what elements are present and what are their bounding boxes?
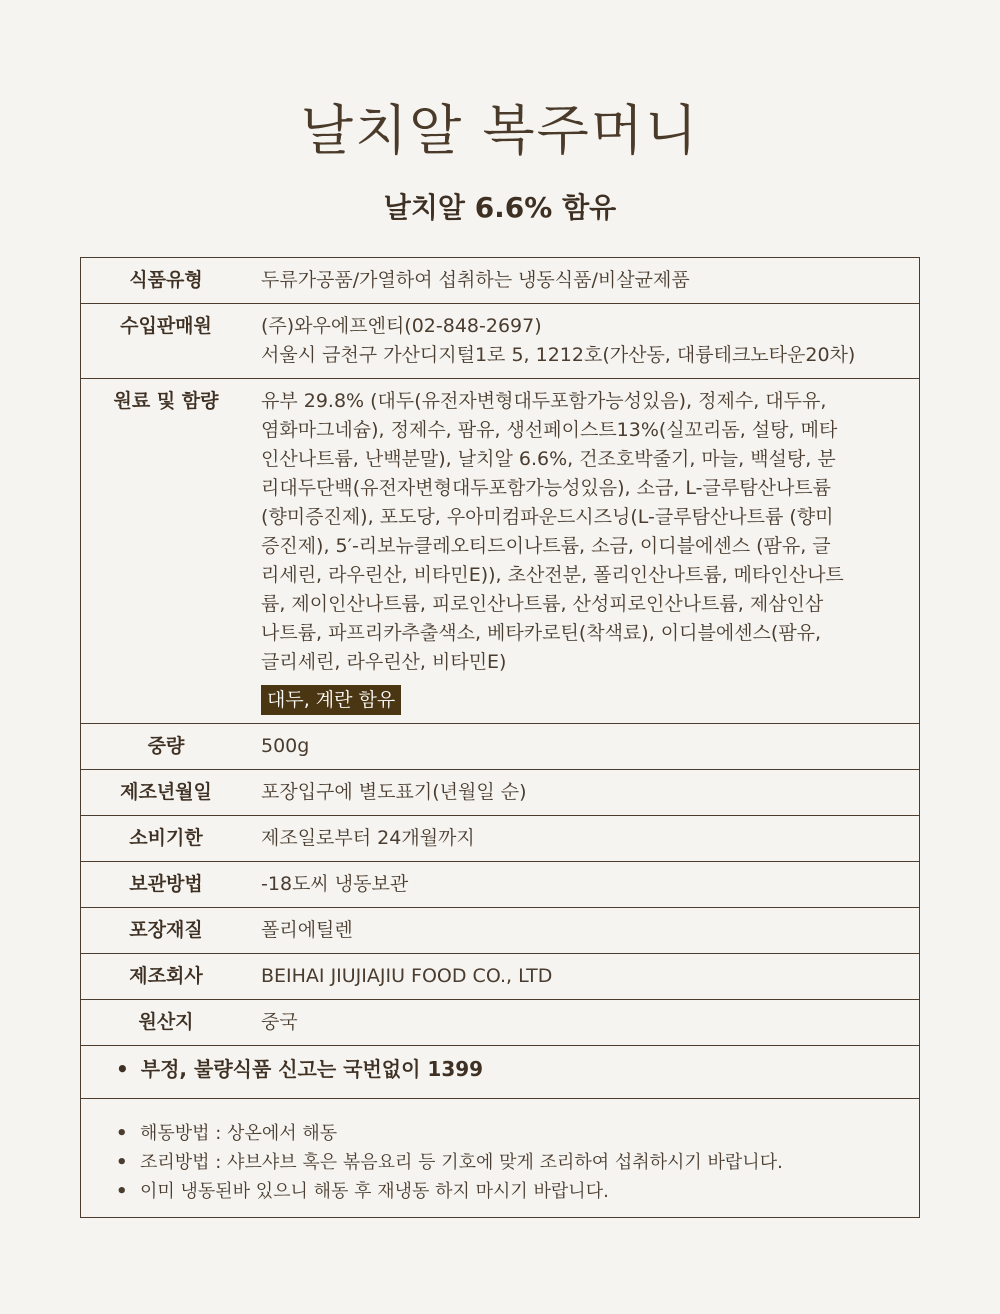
row-label: 원산지 bbox=[81, 1000, 252, 1046]
row-label: 제조년월일 bbox=[81, 770, 252, 816]
value-line: 두류가공품/가열하여 섭취하는 냉동식품/비살균제품 bbox=[261, 269, 690, 291]
value-line: 리대두단백(유전자변형대두포함가능성있음), 소금, L-글루탐산나트륨 bbox=[261, 477, 832, 499]
list-item bbox=[116, 1119, 919, 1148]
value-line: (주)와우에프엔티(02-848-2697) bbox=[261, 315, 542, 337]
table-row bbox=[81, 379, 920, 724]
row-value bbox=[251, 954, 920, 1000]
value-line: 글리세린, 라우린산, 비타민E) bbox=[261, 651, 507, 673]
value-line: BEIHAI JIUJIAJIU FOOD CO., LTD bbox=[261, 965, 553, 987]
table-row bbox=[81, 908, 920, 954]
bullet-icon: • bbox=[116, 1181, 128, 1202]
row-label: 포장재질 bbox=[81, 908, 252, 954]
table-row bbox=[81, 304, 920, 379]
value-line: 서울시 금천구 가산디지털1로 5, 1212호(가산동, 대륭테크노타운20차) bbox=[261, 344, 856, 366]
row-label: 원료 및 함량 bbox=[81, 379, 252, 724]
table-row bbox=[81, 862, 920, 908]
value-line: 500g bbox=[261, 735, 310, 757]
row-value bbox=[251, 258, 920, 304]
product-info-table bbox=[80, 257, 920, 1046]
value-line: 나트륨, 파프리카추출색소, 베타카로틴(착색료), 이디블에센스(팜유, bbox=[261, 622, 822, 644]
value-line: 륨, 제이인산나트륨, 피로인산나트륨, 산성피로인산나트륨, 제삼인삼 bbox=[261, 593, 824, 615]
row-label: 수입판매원 bbox=[81, 304, 252, 379]
table-row bbox=[81, 816, 920, 862]
value-line: 폴리에틸렌 bbox=[261, 919, 353, 941]
value-line: 증진제), 5′-리보뉴클레오티드이나트륨, 소금, 이디블에센스 (팜유, 글 bbox=[261, 535, 831, 557]
row-label: 제조회사 bbox=[81, 954, 252, 1000]
table-row bbox=[81, 258, 920, 304]
row-value bbox=[251, 379, 920, 724]
row-value bbox=[251, 770, 920, 816]
row-value bbox=[251, 908, 920, 954]
allergy-badge: 대두, 계란 함유 bbox=[261, 685, 401, 715]
row-value bbox=[251, 862, 920, 908]
value-line: -18도씨 냉동보관 bbox=[261, 873, 409, 895]
row-label: 소비기한 bbox=[81, 816, 252, 862]
row-label: 중량 bbox=[81, 724, 252, 770]
row-value bbox=[251, 304, 920, 379]
value-line: 염화마그네슘), 정제수, 팜유, 생선페이스트13%(실꼬리돔, 설탕, 메타 bbox=[261, 419, 838, 441]
table-row bbox=[81, 954, 920, 1000]
value-line: 유부 29.8% (대두(유전자변형대두포함가능성있음), 정제수, 대두유, bbox=[261, 390, 827, 412]
notes-list bbox=[81, 1099, 919, 1206]
product-title: 날치알 복주머니 bbox=[300, 99, 700, 162]
table-row bbox=[81, 724, 920, 770]
value-line: 제조일로부터 24개월까지 bbox=[261, 827, 475, 849]
row-label: 식품유형 bbox=[81, 258, 252, 304]
value-line: 중국 bbox=[261, 1011, 298, 1033]
list-item bbox=[116, 1148, 919, 1177]
bullet-icon: • bbox=[116, 1152, 128, 1173]
row-value bbox=[251, 724, 920, 770]
value-line: 리세린, 라우린산, 비타민E)), 초산전분, 폴리인산나트륨, 메타인산나트 bbox=[261, 564, 844, 586]
note-text: 이미 냉동된바 있으니 해동 후 재냉동 하지 마시기 바랍니다. bbox=[140, 1181, 609, 1202]
notes-box bbox=[80, 1098, 920, 1218]
report-line bbox=[116, 1053, 483, 1082]
value-line: (향미증진제), 포도당, 우아미컴파운드시즈닝(L-글루탐산나트륨 (향미 bbox=[261, 506, 834, 528]
report-text: 부정, 불량식품 신고는 국번없이 1399 bbox=[140, 1057, 484, 1081]
bullet-icon: • bbox=[116, 1057, 129, 1081]
value-line: 포장입구에 별도표기(년월일 순) bbox=[261, 781, 527, 803]
note-text: 조리방법 : 샤브샤브 혹은 볶음요리 등 기호에 맞게 조리하여 섭취하시기 바랍니다. bbox=[140, 1152, 783, 1173]
list-item bbox=[116, 1177, 919, 1206]
report-box bbox=[80, 1037, 920, 1099]
value-line: 인산나트륨, 난백분말), 날치알 6.6%, 건조호박줄기, 마늘, 백설탕, 분 bbox=[261, 448, 836, 470]
row-label: 보관방법 bbox=[81, 862, 252, 908]
note-text: 해동방법 : 상온에서 해동 bbox=[140, 1123, 338, 1144]
row-value bbox=[251, 816, 920, 862]
bullet-icon: • bbox=[116, 1123, 128, 1144]
product-subtitle: 날치알 6.6% 함유 bbox=[383, 191, 617, 224]
table-row bbox=[81, 770, 920, 816]
